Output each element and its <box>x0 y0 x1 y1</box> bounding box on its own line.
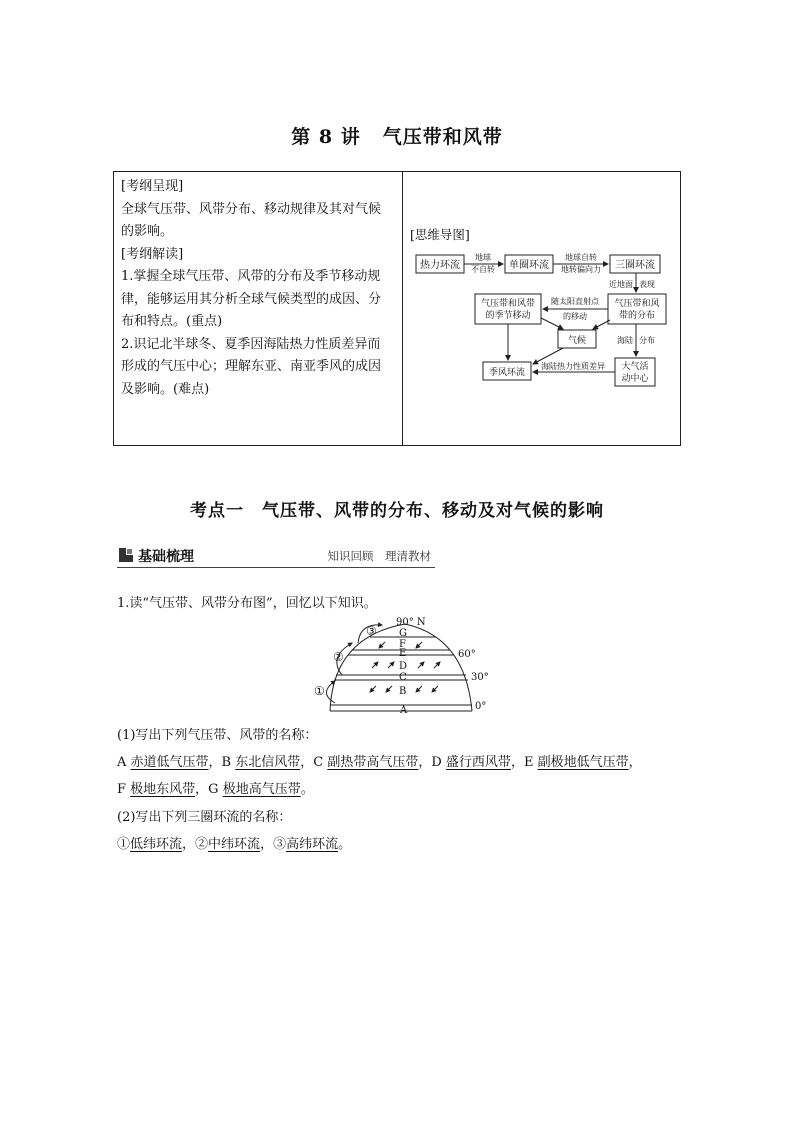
banner-square-icon <box>119 548 133 562</box>
text-dist-2: 带的分布 <box>618 311 656 321</box>
label-e: E <box>399 648 407 659</box>
label-30: 30° <box>471 672 489 683</box>
section-title <box>0 496 794 521</box>
mindmap-label: [思维导图] <box>410 227 470 242</box>
label-b: B <box>399 686 407 697</box>
text-center-2: 动中心 <box>621 374 649 384</box>
wind-arrow <box>416 642 422 648</box>
answer-label: ，G <box>195 782 223 797</box>
punctuation: 。 <box>300 782 314 797</box>
answer-label: F <box>117 782 131 797</box>
answer-label: ，C <box>300 755 328 770</box>
answer-label: A <box>117 755 131 770</box>
label-surface: 近地面 <box>609 280 633 289</box>
label-sun-point: 随太阳直射点 <box>551 297 599 306</box>
answer-g: 极地高气压带 <box>222 782 301 797</box>
q1-prompt: (1)写出下列气压带、风带的名称： <box>117 728 318 743</box>
label-d: D <box>399 661 408 672</box>
answer-cell-1: 低纬环流 <box>130 837 183 852</box>
label-manifest: 表现 <box>639 280 655 289</box>
answer-label: ，③ <box>260 837 287 852</box>
label-earth: 地球 <box>475 253 491 262</box>
label-no-rotation: 不自转 <box>471 265 495 274</box>
arrow-distribution-climate <box>593 320 610 329</box>
answer-d: 盛行西风带 <box>445 755 511 770</box>
q2-prompt: (2)写出下列三圈环流的名称： <box>117 810 292 825</box>
arrow-seasonal-climate <box>541 318 563 329</box>
wind-arrow <box>432 686 438 692</box>
answer-label: ，② <box>182 837 209 852</box>
q1-answers-line1 <box>117 751 642 770</box>
outline-line: 形成的气压中心；理解东亚、南亚季风的成因 <box>121 359 382 374</box>
label-shift: 的移动 <box>563 312 587 321</box>
page-title <box>0 122 794 149</box>
label-rotation: 地球自转 <box>565 253 597 262</box>
answer-b: 东北信风带 <box>235 755 301 770</box>
label-c: C <box>399 672 407 683</box>
answer-label: ，D <box>418 755 446 770</box>
answer-cell-2: 中纬环流 <box>208 837 261 852</box>
label-cell-2: ② <box>333 650 344 664</box>
banner-underline <box>117 567 435 568</box>
label-coriolis: 地转偏向力 <box>561 265 601 274</box>
text-monsoon: 季风环流 <box>488 368 526 378</box>
punctuation: ， <box>628 755 642 770</box>
outline-line: 1.掌握全球气压带、风带的分布及季节移动规 <box>121 269 381 284</box>
answer-c: 副热带高气压带 <box>327 755 419 770</box>
outline-table <box>113 171 681 446</box>
outline-line: 的影响。 <box>121 224 174 239</box>
text-thermal: 热力环流 <box>420 260 460 271</box>
label-g: G <box>399 628 407 639</box>
text-climate: 气候 <box>567 336 587 346</box>
outline-heading-interpret: [考纲解读] <box>121 246 184 262</box>
q1-answers-line2 <box>117 778 314 797</box>
outline-cell <box>114 172 403 446</box>
label-60: 60° <box>458 649 476 660</box>
label-thermal-diff: 海陆热力性质差异 <box>541 362 605 371</box>
question-intro: 1.读“气压带、风带分布图”，回忆以下知识。 <box>117 596 377 611</box>
text-seasonal-2: 的季节移动 <box>485 311 531 321</box>
label-a: A <box>400 705 408 716</box>
wind-arrow <box>388 662 394 668</box>
answer-f: 极地东风带 <box>130 782 196 797</box>
outline-line: 律，能够运用其分析全球气候类型的成因、分 <box>121 291 382 307</box>
label-cell-3: ③ <box>366 624 377 638</box>
answer-a: 赤道低气压带 <box>130 755 209 770</box>
section-number: 考点一 <box>190 501 244 521</box>
wind-arrow <box>379 642 385 648</box>
wind-arrow <box>370 686 376 692</box>
label-land-sea: 海陆 <box>617 336 633 345</box>
label-f: F <box>399 639 406 650</box>
mindmap-cell <box>403 172 681 446</box>
outline-line: 2.识记北半球冬、夏季因海陆热力性质差异而 <box>121 336 381 352</box>
basics-banner <box>117 543 435 569</box>
lecture-number: 第 8 讲 <box>291 126 361 148</box>
answer-e: 副极地低气压带 <box>537 755 629 770</box>
text-single: 单圈环流 <box>509 260 549 271</box>
answer-label: ① <box>117 837 131 852</box>
wind-arrow <box>418 662 424 668</box>
outline-line: 布和特点。(重点) <box>121 314 223 329</box>
outline-line: 及影响。(难点) <box>121 381 210 397</box>
label-distribution: 分布 <box>639 336 655 345</box>
lecture-title: 气压带和风带 <box>382 126 503 148</box>
text-dist-1: 气压带和风 <box>614 299 660 309</box>
label-0: 0° <box>475 701 487 712</box>
answer-label: ，B <box>208 755 236 770</box>
answer-label: ，E <box>510 755 538 770</box>
wind-arrow <box>434 662 440 668</box>
wind-arrow <box>386 686 392 692</box>
punctuation: 。 <box>338 837 352 852</box>
wind-arrow <box>416 686 422 692</box>
section-heading: 气压带、风带的分布、移动及对气候的影响 <box>262 501 604 521</box>
text-seasonal-1: 气压带和风带 <box>480 299 536 309</box>
label-90n: 90° N <box>396 617 426 628</box>
pressure-belt-diagram <box>300 617 500 717</box>
text-three: 三圈环流 <box>615 260 655 271</box>
text-center-1: 大气活 <box>621 362 649 372</box>
banner-title: 基础梳理 <box>138 549 194 565</box>
banner-subtitle: 知识回顾 理清教材 <box>327 549 431 563</box>
outline-line: 全球气压带、风带分布、移动规律及其对气候 <box>121 201 382 217</box>
outline-heading-present: [考纲呈现] <box>121 179 184 194</box>
q2-answers <box>117 833 351 852</box>
answer-cell-3: 高纬环流 <box>286 837 339 852</box>
mindmap-diagram <box>403 172 680 445</box>
wind-arrow <box>372 662 378 668</box>
label-cell-1: ① <box>314 684 325 698</box>
